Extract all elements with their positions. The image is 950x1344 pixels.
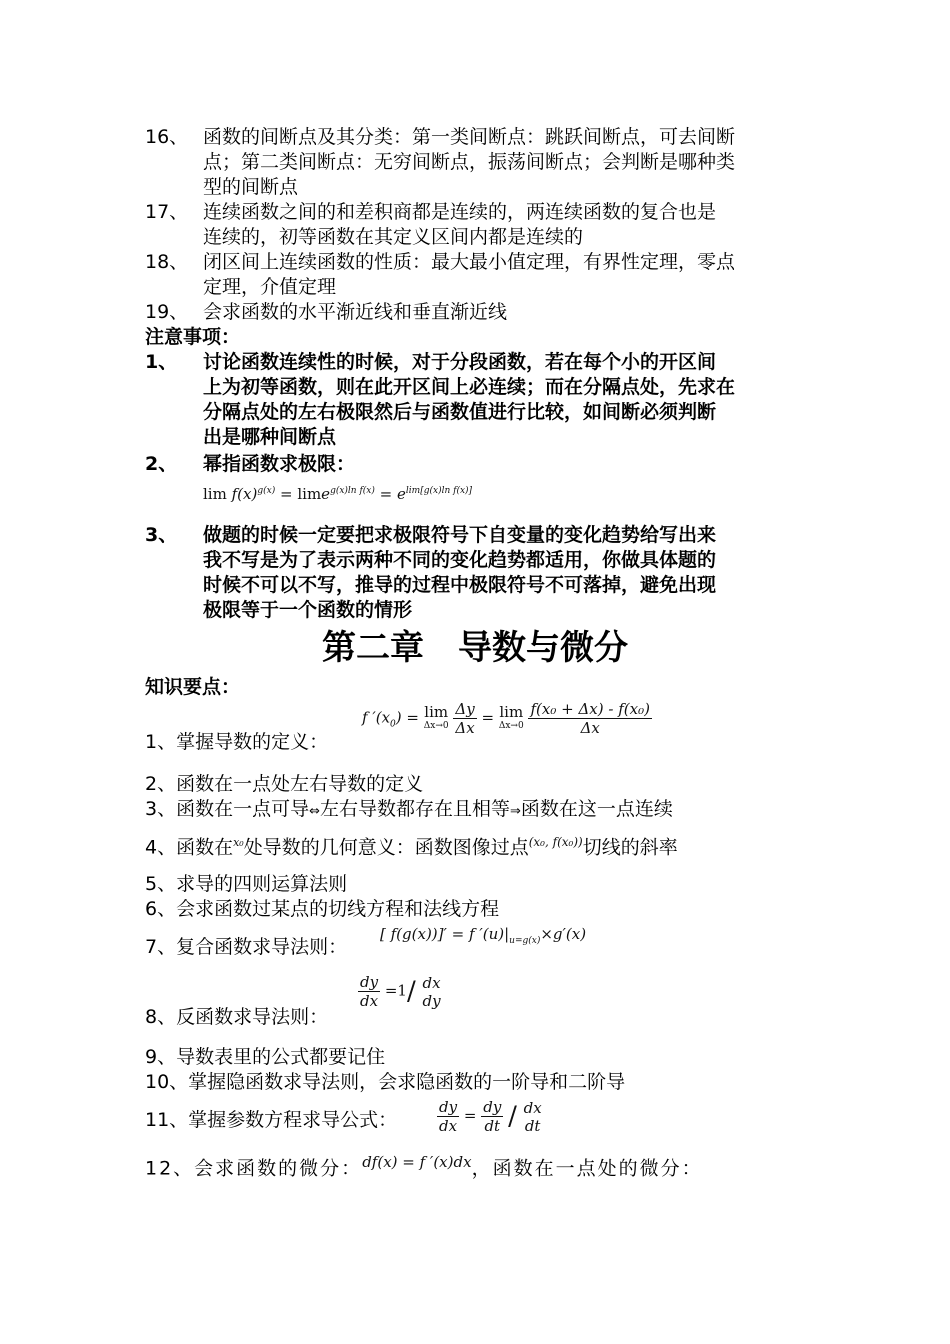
note-line: 幂指函数求极限： <box>203 453 356 475</box>
item-17 <box>145 200 810 250</box>
k10-text: 10、掌握隐函数求导法则，会求隐函数的一阶导和二阶导 <box>145 1071 626 1093</box>
k8-text: 8、反函数求导法则： <box>145 1006 329 1028</box>
note-line: 做题的时候一定要把求极限符号下自变量的变化趋势给写出来 <box>203 524 717 546</box>
notes-heading: 注意事项： <box>145 326 241 348</box>
item-number: 19、 <box>145 301 189 323</box>
note-line: 讨论函数连续性的时候，对于分段函数，若在每个小的开区间 <box>203 351 717 373</box>
note-3 <box>145 523 810 623</box>
note-line: 时候不可以不写，推导的过程中极限符号不可落掉，避免出现 <box>203 574 717 596</box>
note-number: 1、 <box>145 351 178 373</box>
note-2 <box>145 452 810 477</box>
k11-text: 11、掌握参数方程求导公式： <box>145 1109 398 1131</box>
power-limit-formula: $\lim f(x)^{g(x)} = \lim e^{g(x)ln f(x)} = e^{lim[g(x)ln f(x)]}$ <box>203 485 473 503</box>
derivative-definition-formula: f $'(x_0) = \lim$ Δx→0 $\frac{\Delta y}{\Delta x}$ = lim Δx→0 $\frac{\text{f(x₀ + Δx) - f(x₀)}}{\Delta x}$ <box>362 700 650 737</box>
note-line: 分隔点处的左右极限然后与函数值进行比较，如间断必须判断 <box>203 401 717 423</box>
item-line: 闭区间上连续函数的性质：最大最小值定理，有界性定理，零点 <box>203 251 736 273</box>
note-number: 2、 <box>145 453 178 475</box>
item-19 <box>145 300 810 325</box>
item-line: 函数的间断点及其分类：第一类间断点：跳跃间断点，可去间断 <box>203 126 736 148</box>
item-number: 17、 <box>145 201 189 223</box>
k6-text: 6、会求函数过某点的切线方程和法线方程 <box>145 898 500 920</box>
k4-text: 4、函数在$^{x_0}$处导数的几何意义：函数图像过点$^{(x_0, f(x_0))}$切线的斜率 <box>145 835 678 859</box>
note-1 <box>145 350 810 450</box>
note-line: 上为初等函数，则在此开区间上必连续；而在分隔点处，先求在 <box>203 376 736 398</box>
k2-text: 2、函数在一点处左右导数的定义 <box>145 773 424 795</box>
item-18 <box>145 250 810 300</box>
k7-text: 7、复合函数求导法则： <box>145 936 348 958</box>
note-number: 3、 <box>145 524 178 546</box>
item-16 <box>145 125 810 200</box>
item-line: 型的间断点 <box>203 176 299 198</box>
knowledge-heading: 知识要点： <box>145 676 241 698</box>
item-line: 定理，介值定理 <box>203 276 337 298</box>
k5-text: 5、求导的四则运算法则 <box>145 873 348 895</box>
k12-text: 12、会求函数的微分：$^{df(x) = f '(x)dx}$，函数在一点处的微分： <box>145 1153 703 1180</box>
k9-text: 9、导数表里的公式都要记住 <box>145 1046 386 1068</box>
item-line: 点；第二类间断点：无穷间断点，振荡间断点；会判断是哪种类 <box>203 151 736 173</box>
note-line: 出是哪种间断点 <box>203 426 337 448</box>
item-line: 连续的，初等函数在其定义区间内都是连续的 <box>203 226 584 248</box>
inverse-derivative-formula: $\frac{dy}{dx}$ =1/ dx dy <box>360 973 441 1010</box>
k1-text: 1、掌握导数的定义： <box>145 731 329 753</box>
chain-rule-formula: [ f(g(x))]′ = f $'(u)|_{u=g(x)}\times g'(x)$ <box>380 925 587 946</box>
item-line: 连续函数之间的和差积商都是连续的，两连续函数的复合也是 <box>203 201 717 223</box>
note-line: 我不写是为了表示两种不同的变化趋势都适用，你做具体题的 <box>203 549 717 571</box>
chapter-title: 第二章 导数与微分 <box>322 628 628 668</box>
item-number: 16、 <box>145 126 189 148</box>
parametric-derivative-formula: $\frac{dy}{dx}$ = $\frac{dy}{dt}$ / dx dt <box>439 1098 542 1135</box>
item-number: 18、 <box>145 251 189 273</box>
note-line: 极限等于一个函数的情形 <box>203 599 413 621</box>
item-line: 会求函数的水平渐近线和垂直渐近线 <box>203 301 508 323</box>
k3-text: 3、函数在一点可导⇔左右导数都存在且相等⇒函数在这一点连续 <box>145 798 673 820</box>
